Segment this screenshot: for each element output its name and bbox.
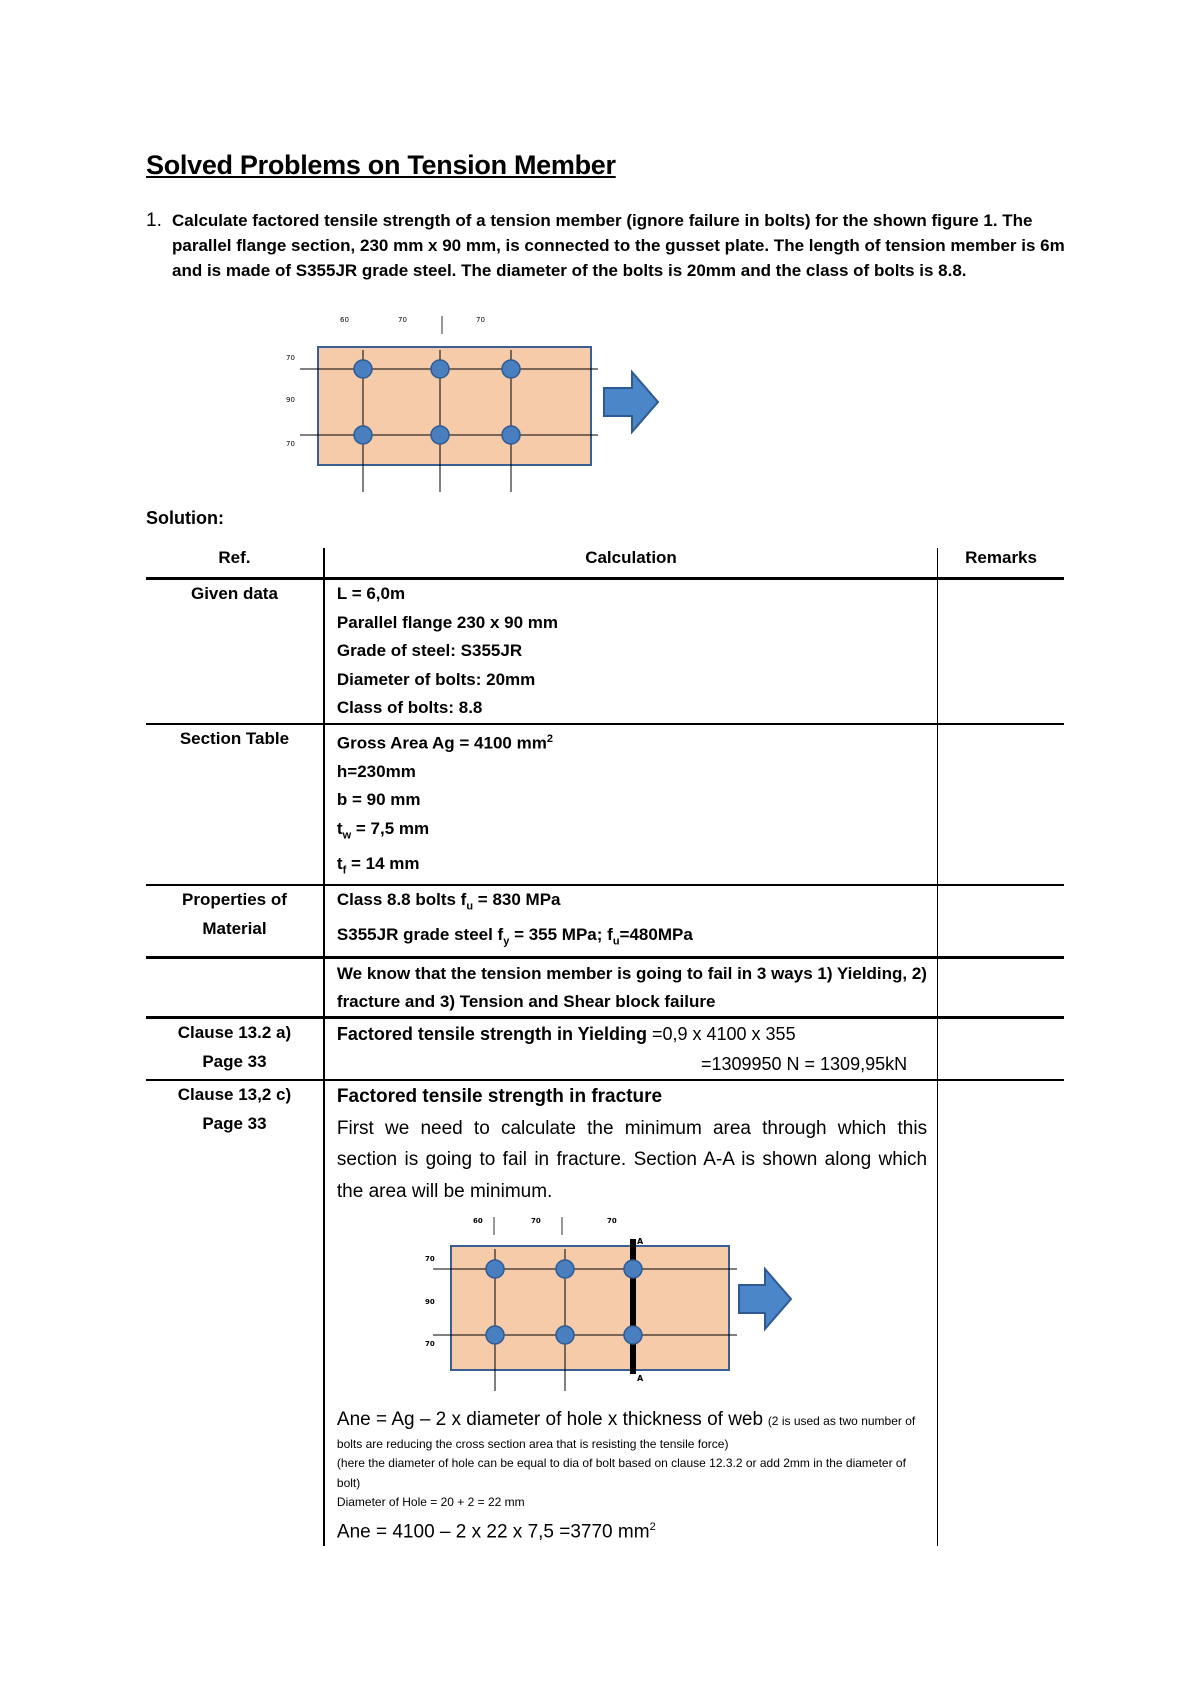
ref-fracture: Clause 13,2 c) Page 33 — [146, 1080, 324, 1546]
table-header-row — [146, 548, 1064, 579]
problem-number: 1. — [146, 210, 162, 231]
remarks-cell — [938, 885, 1064, 957]
fig1-bolt — [502, 426, 520, 444]
fig1-bolt — [431, 426, 449, 444]
ane-formula: Ane = Ag – 2 x diameter of hole x thickness of web — [336, 1409, 764, 1431]
calc-failure-modes: We know that the tension member is going to fail in 3 ways 1) Yielding, 2) fracture and 3) Tension and Shear block failure — [324, 958, 938, 1018]
given-line: Parallel flange 230 x 90 mm — [336, 612, 559, 632]
ref-yielding: Clause 13.2 a) Page 33 — [146, 1018, 324, 1081]
fracture-paragraph: First we need to calculate the minimum area through which this section is going to fail in fracture. Section A-A is shown along which the area will be minimum. — [336, 1117, 928, 1202]
fig2-bolt — [556, 1326, 574, 1344]
fig1-bolt — [354, 426, 372, 444]
section-h: h=230mm — [336, 761, 416, 781]
fig2-dim-top-3: 70 — [606, 1217, 617, 1226]
given-line: Class of bolts: 8.8 — [336, 698, 483, 717]
fig2-bolt — [624, 1326, 642, 1344]
yielding-label: Factored tensile strength in Yielding — [336, 1024, 647, 1045]
fig1-dim-top-1: 60 — [340, 316, 349, 324]
given-line: Diameter of bolts: 20mm — [336, 669, 536, 689]
fig1-tension-arrow-icon — [604, 372, 658, 432]
table-row-fracture — [146, 1080, 1064, 1546]
hole-diameter: Diameter of Hole = 20 + 2 = 22 mm — [336, 1495, 525, 1510]
page-title: Solved Problems on Tension Member — [146, 150, 616, 180]
ref-given: Given data — [146, 579, 324, 724]
fig1-dim-top-3: 70 — [476, 316, 485, 324]
solution-label: Solution: — [146, 508, 224, 528]
ref-section: Section Table — [146, 724, 324, 886]
ane-note: (2 is used as two number of bolts are reducing the cross section area that is resisting the tensile force) — [336, 1414, 916, 1451]
fig2-section-label-bottom: A — [636, 1374, 644, 1384]
figure-1-bolted-plate — [280, 310, 680, 510]
header-ref: Ref. — [146, 548, 324, 579]
fig1-dim-left-1: 70 — [286, 354, 295, 362]
ref-empty — [146, 958, 324, 1018]
table-row-yielding — [146, 1018, 1064, 1081]
section-tw: $t_w = 7,5$ mm — [336, 818, 430, 842]
fig2-bolt — [556, 1260, 574, 1278]
fracture-label: Factored tensile strength in fracture — [336, 1086, 663, 1108]
steel-strength: S355JR grade steel $f_y = 355$ MPa; $f_u=480MPa$ — [336, 925, 693, 948]
yielding-expr: =0,9 x 4100 x 355 — [646, 1024, 796, 1045]
remarks-cell — [938, 579, 1064, 724]
fig2-section-label-top: A — [636, 1237, 644, 1247]
calc-section — [324, 724, 938, 886]
calculation-table — [146, 548, 1064, 1546]
fig2-bolt — [486, 1326, 504, 1344]
fig1-dim-left-3: 70 — [286, 440, 295, 448]
remarks-cell — [938, 1018, 1064, 1081]
section-tf: $t_f = 14$ mm — [336, 853, 420, 876]
table-row-properties — [146, 885, 1064, 957]
fig2-bolt — [624, 1260, 642, 1278]
given-line: Grade of steel: S355JR — [336, 641, 523, 660]
bolt-strength: Class 8.8 bolts $f_u = 830$ MPa — [336, 890, 561, 913]
table-row-given — [146, 579, 1064, 724]
fig1-dim-top-2: 70 — [398, 316, 407, 324]
header-calculation: Calculation — [324, 548, 938, 579]
ane-result: Ane = 4100 – 2 x 22 x 7,5 =3770 $mm^2$ — [336, 1520, 656, 1543]
fig2-dim-left-1: 70 — [424, 1255, 435, 1264]
fig1-dim-left-2: 90 — [286, 396, 295, 404]
ref-properties: Properties of Material — [146, 885, 324, 957]
remarks-cell — [938, 724, 1064, 886]
calc-properties — [324, 885, 938, 957]
table-row-failure-modes — [146, 958, 1064, 1018]
problem-text: Calculate factored tensile strength of a tension member (ignore failure in bolts) for the shown figure 1. The parallel flange section, 230 mm x 90 mm, is connected to the gusset plate. The length of tension member is 6m and is made of S355JR grade steel. The diameter of the bolts is 20mm and the class of bolts is 8.8. — [172, 211, 1065, 280]
remarks-cell — [938, 1080, 1064, 1546]
calc-fracture — [324, 1080, 938, 1546]
table-row-section — [146, 724, 1064, 886]
calc-given — [324, 579, 938, 724]
fig1-bolt — [431, 360, 449, 378]
fig2-dim-left-3: 70 — [424, 1340, 435, 1349]
header-remarks: Remarks — [938, 548, 1064, 579]
remarks-cell — [938, 958, 1064, 1018]
figure-2-section-aa — [425, 1209, 825, 1409]
fig2-tension-arrow-icon — [739, 1269, 791, 1329]
fig1-bolt — [354, 360, 372, 378]
given-line: L = 6,0m — [336, 584, 406, 603]
yielding-result: =1309950 N = 1309,95kN — [700, 1054, 908, 1075]
fig2-dim-top-2: 70 — [530, 1217, 541, 1226]
hole-note: (here the diameter of hole can be equal to dia of bolt based on clause 12.3.2 or add 2mm in the diameter of bolt) — [336, 1456, 906, 1490]
fig2-dim-top-1: 60 — [472, 1217, 483, 1226]
fig1-bolt — [502, 360, 520, 378]
fig2-bolt — [486, 1260, 504, 1278]
fig2-dim-left-2: 90 — [424, 1298, 435, 1307]
calc-yielding — [324, 1018, 938, 1081]
section-b: b = 90 mm — [336, 790, 421, 810]
gross-area: Gross Area Ag = 4100 $mm^2$ — [336, 732, 553, 753]
